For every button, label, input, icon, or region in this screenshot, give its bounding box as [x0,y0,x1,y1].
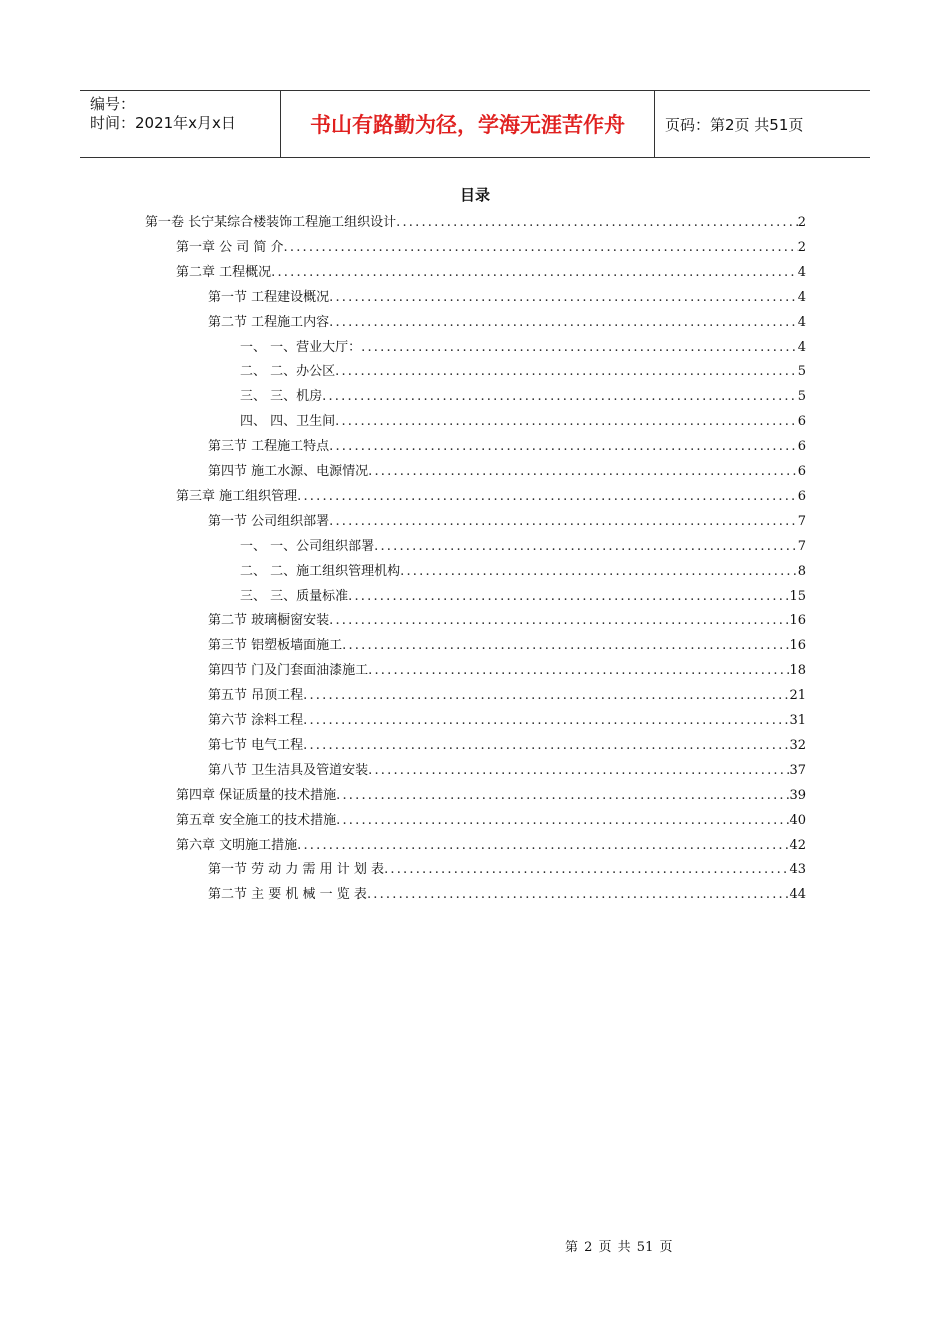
toc-entry-page: 4 [797,289,806,305]
toc-dot-leader [297,837,789,855]
toc-dot-leader [329,289,798,307]
toc-title: 目录 [459,186,490,204]
toc-entry-title: 第一节 工程建设概况 [208,289,330,305]
toc-entry[interactable] [176,831,806,855]
toc-entry[interactable] [176,806,806,830]
toc-entry-page: 18 [789,663,806,679]
toc-entry-title: 第五节 吊顶工程 [208,688,304,704]
document-number-label: 编号： [90,95,136,113]
toc-entry-page: 40 [789,812,806,828]
toc-entry-title: 第二节 主 要 机 械 一 览 表 [208,887,367,903]
toc-entry-page: 42 [789,837,806,853]
toc-dot-leader [368,662,789,680]
toc-entry-title: 二、 二、办公区 [240,364,336,380]
toc-entry-page: 4 [797,264,806,280]
toc-dot-leader [284,239,798,257]
toc-entry-title: 第四节 施工水源、电源情况 [208,464,369,479]
toc-entry-title: 第二章 工程概况 [176,264,272,280]
toc-entry-title: 第三节 工程施工特点 [208,439,330,455]
toc-entry[interactable] [208,308,806,332]
toc-entry[interactable] [240,333,806,357]
toc-entry-title: 第二节 玻璃橱窗安装 [208,613,330,629]
toc-entry-page: 37 [789,762,806,778]
toc-entry-title: 第六节 涂料工程 [208,713,304,728]
toc-dot-leader [329,314,798,332]
toc-entry[interactable] [208,457,806,481]
toc-entry-title: 第一章 公 司 简 介 [176,239,284,255]
toc-entry[interactable] [208,706,806,730]
toc-entry[interactable] [176,233,806,257]
toc-entry-page: 7 [797,538,806,554]
toc-entry-title: 第一节 公司组织部署 [208,513,330,529]
toc-dot-leader [335,363,798,381]
toc-dot-leader [368,463,798,481]
toc-entry-page: 2 [797,239,806,255]
toc-entry-page: 16 [789,638,806,654]
toc-entry[interactable] [240,557,806,581]
toc-entry-page: 6 [797,414,806,430]
toc-dot-leader [396,214,798,232]
toc-entry-page: 31 [789,713,806,728]
toc-entry-title: 第三章 施工组织管理 [176,488,298,504]
toc-dot-leader [271,264,798,282]
header-left-cell [80,91,281,157]
toc-dot-leader [336,787,789,805]
toc-entry-title: 四、 四、卫生间 [240,414,336,430]
toc-entry[interactable] [208,631,806,655]
toc-dot-leader [336,812,789,830]
toc-entry[interactable] [145,208,806,232]
toc-entry-title: 第四章 保证质量的技术措施 [176,787,337,803]
header-motto: 书山有路勤为径，学海无涯苦作舟 [281,91,655,157]
toc-entry-page: 4 [797,314,806,330]
toc-dot-leader [303,712,789,730]
toc-entry[interactable] [208,880,806,904]
toc-entry-page: 5 [797,389,806,405]
toc-dot-leader [303,737,789,755]
toc-entry-title: 第二节 工程施工内容 [208,314,330,330]
toc-dot-leader [361,339,798,357]
toc-entry[interactable] [240,532,806,556]
toc-entry[interactable] [240,382,806,406]
header-page-info: 页码：第2页 共51页 [665,115,804,134]
toc-entry[interactable] [208,656,806,680]
toc-dot-leader [342,637,789,655]
toc-dot-leader [329,612,789,630]
toc-entry-title: 第四节 门及门套面油漆施工 [208,663,369,679]
toc-entry-page: 15 [789,588,806,604]
toc-entry-page: 39 [789,787,806,803]
toc-dot-leader [367,886,790,904]
toc-dot-leader [348,588,789,606]
toc-entry-title: 第五章 安全施工的技术措施 [176,812,337,828]
toc-entry-title: 一、 一、公司组织部署 [240,538,375,554]
toc-dot-leader [400,563,798,581]
toc-entry-page: 21 [789,688,806,704]
toc-entry-title: 第一节 劳 动 力 需 用 计 划 表 [208,862,385,878]
toc-entry-title: 二、 二、施工组织管理机构 [240,563,401,579]
toc-entry[interactable] [176,258,806,282]
toc-entry[interactable] [208,855,806,879]
toc-dot-leader [374,538,798,556]
toc-dot-leader [303,687,789,705]
toc-entry[interactable] [176,781,806,805]
toc-entry-page: 32 [789,737,806,753]
toc-entry[interactable] [208,432,806,456]
toc-dot-leader [329,438,798,456]
toc-entry[interactable] [240,357,806,381]
toc-entry[interactable] [208,681,806,705]
toc-entry-page: 44 [789,887,806,903]
toc-entry-page: 2 [797,215,806,230]
toc-entry-title: 第六章 文明施工措施 [176,837,298,853]
toc-entry-title: 三、 三、质量标准 [240,588,349,604]
page-footer: 第 2 页 共 51 页 [565,1240,673,1255]
toc-entry[interactable] [208,731,806,755]
toc-entry-page: 6 [797,464,806,479]
toc-entry-title: 第七节 电气工程 [208,737,304,753]
toc-entry-title: 第八节 卫生洁具及管道安装 [208,762,369,778]
toc-entry-page: 4 [797,339,806,355]
toc-dot-leader [329,513,798,531]
toc-entry[interactable] [240,582,806,606]
toc-entry[interactable] [208,756,806,780]
toc-entry-page: 16 [789,613,806,629]
toc-entry-page: 5 [797,364,806,380]
toc-dot-leader [384,861,789,879]
toc-entry-title: 第一卷 长宁某综合楼装饰工程施工组织设计 [145,215,397,230]
toc-dot-leader [368,762,789,780]
page-header [80,90,870,158]
toc-entry-page: 6 [797,439,806,455]
toc-dot-leader [297,488,798,506]
document-time-label: 时间：2021年x月x日 [90,114,236,132]
toc-entry-page: 8 [797,563,806,579]
toc-entry[interactable] [208,507,806,531]
toc-entry[interactable] [240,407,806,431]
toc-entry-page: 7 [797,513,806,529]
toc-entry-title: 第三节 铝塑板墙面施工 [208,638,343,654]
toc-entry[interactable] [208,606,806,630]
toc-dot-leader [335,413,798,431]
toc-entry-title: 一、 一、营业大厅： [240,339,362,355]
toc-dot-leader [322,388,798,406]
toc-entry[interactable] [208,283,806,307]
toc-entry-page: 6 [797,488,806,504]
toc-entry-page: 43 [789,862,806,878]
toc-entry[interactable] [176,482,806,506]
toc-entry-title: 三、 三、机房 [240,389,323,405]
